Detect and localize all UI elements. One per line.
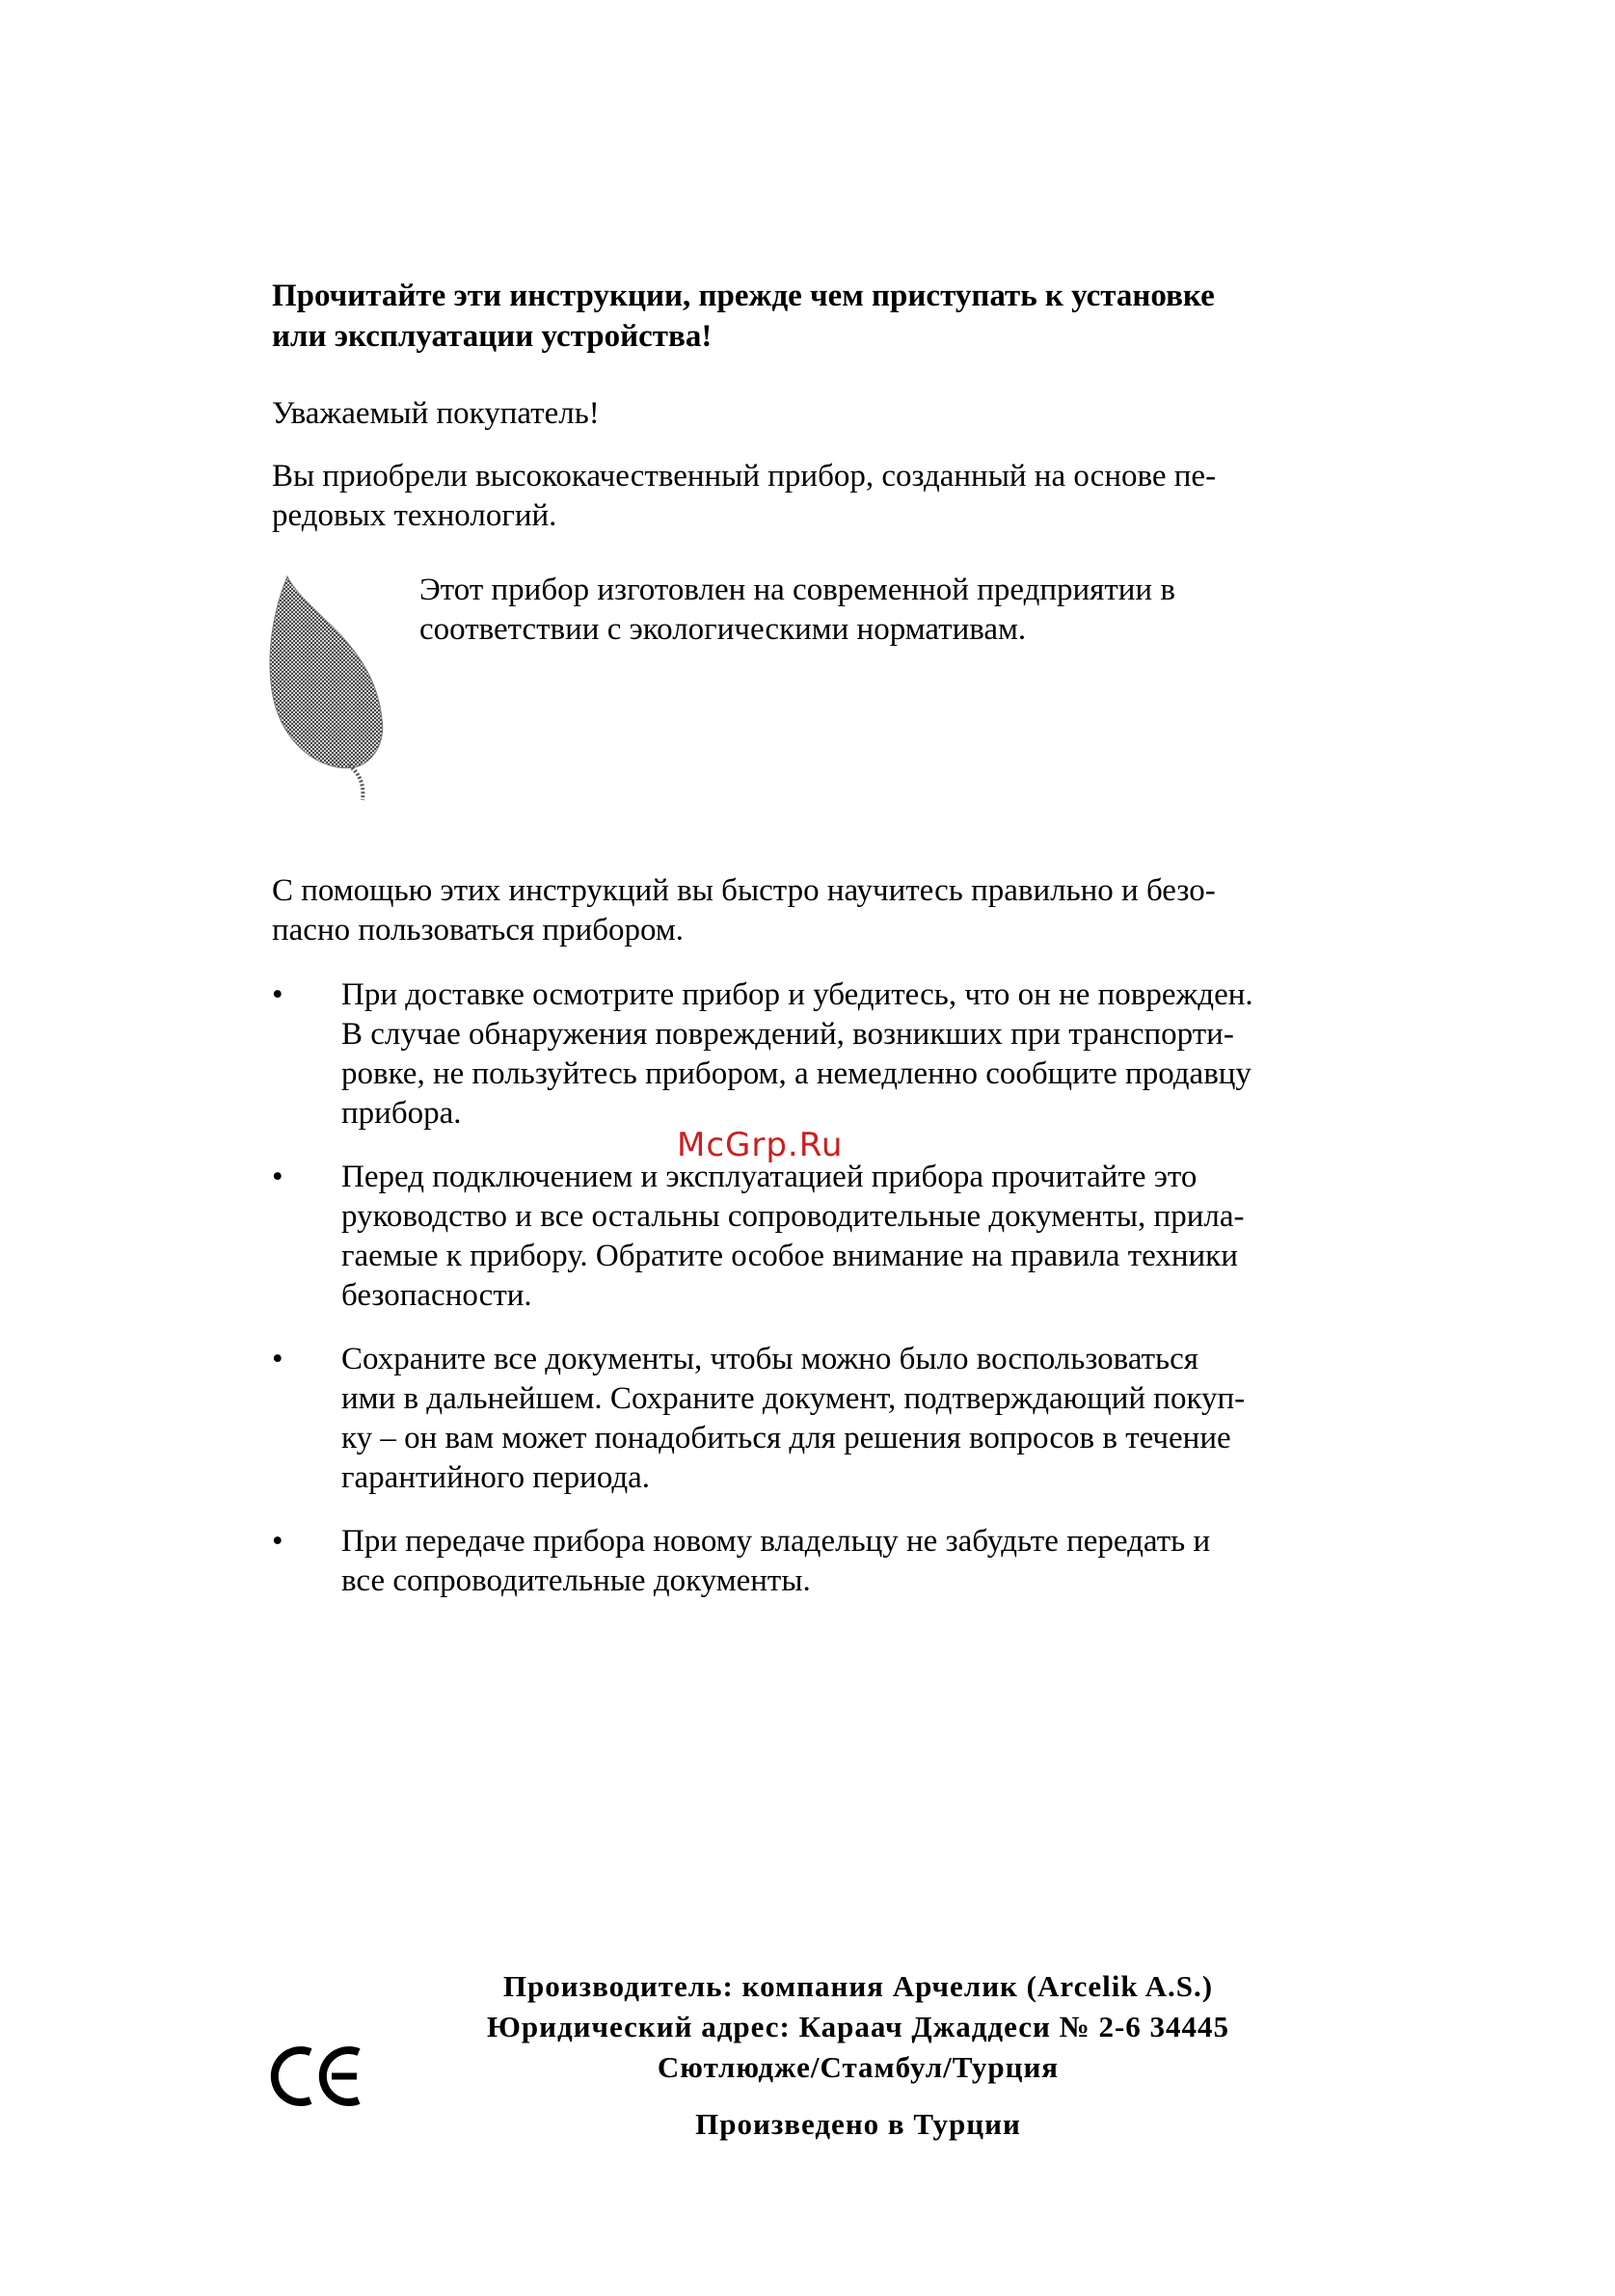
list-item	[272, 1158, 1361, 1316]
list-item-line: При передаче прибора новому владельцу не забудьте передать и	[341, 1524, 1211, 1559]
manufacturer-line-1: Производитель: компания Арчелик (Arcelik A.S.)	[502, 1969, 1214, 2003]
bullet-icon: •	[272, 1524, 283, 1559]
list-item-line: ими в дальнейшем. Сохраните документ, подтверждающий покуп-	[341, 1381, 1246, 1416]
made-in-text: Произведено в Турции	[695, 2107, 1021, 2141]
eco-line-1: Этот прибор изготовлен на современной предприятии в	[419, 573, 1175, 607]
list-item-line: гаемые к прибору. Обратите особое внимание на правила техники	[341, 1239, 1238, 1273]
list-item	[272, 1522, 1361, 1601]
watermark-link[interactable]: McGrp.Ru	[677, 1126, 844, 1164]
leaf-icon	[266, 574, 391, 802]
list-item	[272, 1340, 1361, 1498]
manufacturer-line-2: Юридический адрес: Караач Джаддеси № 2-6 34445	[486, 2010, 1230, 2043]
list-item	[272, 975, 1361, 1134]
list-item-line: безопасности.	[341, 1278, 532, 1313]
manufacturer-line-3: Сютлюдже/Стамбул/Турция	[657, 2050, 1060, 2084]
greeting	[272, 394, 1352, 434]
eco-paragraph	[419, 571, 1287, 650]
bullet-icon: •	[272, 977, 283, 1012]
manufacturer-info	[415, 1966, 1302, 2088]
list-item-line: В случае обнаружения повреждений, возникших при транспорти-	[341, 1017, 1234, 1052]
list-item-line: Перед подключением и эксплуатацией прибора прочитайте это	[341, 1160, 1198, 1194]
list-item-line: ровке, не пользуйтесь прибором, а немедленно сообщите продавцу	[341, 1056, 1252, 1091]
intro-line-1: Вы приобрели высококачественный прибор, созданный на основе пе-	[272, 459, 1217, 494]
heading-line-2: или эксплуатации устройства!	[272, 319, 713, 354]
list-item-line: ку – он вам может понадобиться для решения вопросов в течение	[341, 1421, 1231, 1455]
list-item-line: прибора.	[341, 1096, 462, 1131]
list-item-line: При доставке осмотрите прибор и убедитесь, что он не поврежден.	[341, 977, 1253, 1012]
purpose-paragraph	[272, 871, 1352, 950]
list-item-line: руководство и все остальны сопроводительные документы, прила-	[341, 1199, 1245, 1234]
list-item-line: Сохраните все документы, чтобы можно было воспользоваться	[341, 1342, 1198, 1376]
purpose-line-2: пасно пользоваться прибором.	[272, 913, 685, 948]
intro-line-2: редовых технологий.	[272, 498, 557, 533]
instructions-list	[272, 975, 1361, 1625]
list-item-line: гарантийного периода.	[341, 1460, 651, 1495]
ce-mark-icon	[270, 2044, 366, 2108]
list-item-line: все сопроводительные документы.	[341, 1563, 811, 1598]
bullet-icon: •	[272, 1160, 283, 1194]
purpose-line-1: С помощью этих инструкций вы быстро научитесь правильно и безо-	[272, 873, 1216, 908]
greeting-text: Уважаемый покупатель!	[272, 396, 600, 431]
heading-line-1: Прочитайте эти инструкции, прежде чем приступать к установке	[272, 279, 1215, 313]
page-heading	[272, 276, 1352, 357]
bullet-icon: •	[272, 1342, 283, 1376]
intro-paragraph	[272, 457, 1352, 536]
eco-line-2: соответствии с экологическими нормативам.	[419, 612, 1027, 647]
